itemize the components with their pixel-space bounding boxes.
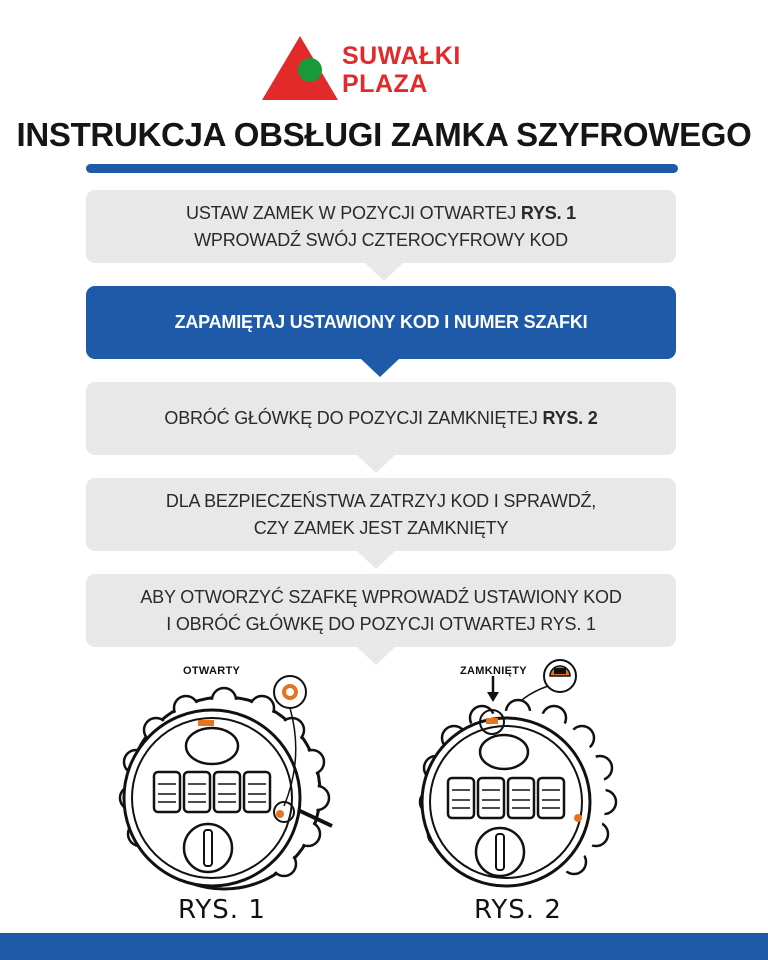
step-5-arrow xyxy=(357,647,395,665)
step-1-text: USTAW ZAMEK W POZYCJI OTWARTEJ xyxy=(186,202,521,223)
step-4 xyxy=(86,478,676,551)
brand-line-2: PLAZA xyxy=(342,70,428,98)
logo-triangle-icon xyxy=(262,34,342,102)
step-5 xyxy=(86,574,676,647)
figure-1-caption: RYS. 1 xyxy=(178,895,266,925)
brand-line-1: SUWAŁKI xyxy=(342,42,461,70)
step-2-arrow xyxy=(361,359,399,377)
step-5-line-2: I OBRÓĆ GŁÓWKĘ DO POZYCJI OTWARTEJ RYS. 1 xyxy=(166,613,596,634)
figure-2-label: ZAMKNIĘTY xyxy=(460,665,527,677)
step-1-line-1 xyxy=(186,200,576,227)
step-3-text: OBRÓĆ GŁÓWKĘ DO POZYCJI ZAMKNIĘTEJ xyxy=(164,408,543,428)
step-3 xyxy=(86,382,676,455)
step-2-text: ZAPAMIĘTAJ USTAWIONY KOD I NUMER SZAFKI xyxy=(174,312,588,332)
combination-lock-open-icon xyxy=(112,668,342,893)
step-3-ref: RYS. 2 xyxy=(542,408,598,428)
footer-bar xyxy=(0,933,768,960)
step-3-line xyxy=(164,405,597,432)
step-3-arrow xyxy=(357,455,395,473)
combination-lock-closed-icon xyxy=(410,656,630,893)
step-2-highlight xyxy=(86,286,676,359)
title-underline xyxy=(86,164,678,173)
figure-2-caption: RYS. 2 xyxy=(474,895,562,925)
step-1-arrow xyxy=(365,263,403,281)
step-1 xyxy=(86,190,676,263)
step-4-arrow xyxy=(357,551,395,569)
brand-logo xyxy=(262,34,502,102)
page-title: INSTRUKCJA OBSŁUGI ZAMKA SZYFROWEGO xyxy=(16,116,752,153)
step-5-line-1: ABY OTWORZYĆ SZAFKĘ WPROWADŹ USTAWIONY KOD xyxy=(140,586,622,607)
figure-1-label: OTWARTY xyxy=(183,665,241,677)
step-4-line-1: DLA BEZPIECZEŃSTWA ZATRZYJ KOD I SPRAWDŹ, xyxy=(165,490,597,511)
step-1-line-2: WPROWADŹ SWÓJ CZTEROCYFROWY KOD xyxy=(194,229,568,250)
step-1-ref: RYS. 1 xyxy=(520,202,576,223)
step-4-line-2: CZY ZAMEK JEST ZAMKNIĘTY xyxy=(253,517,509,538)
